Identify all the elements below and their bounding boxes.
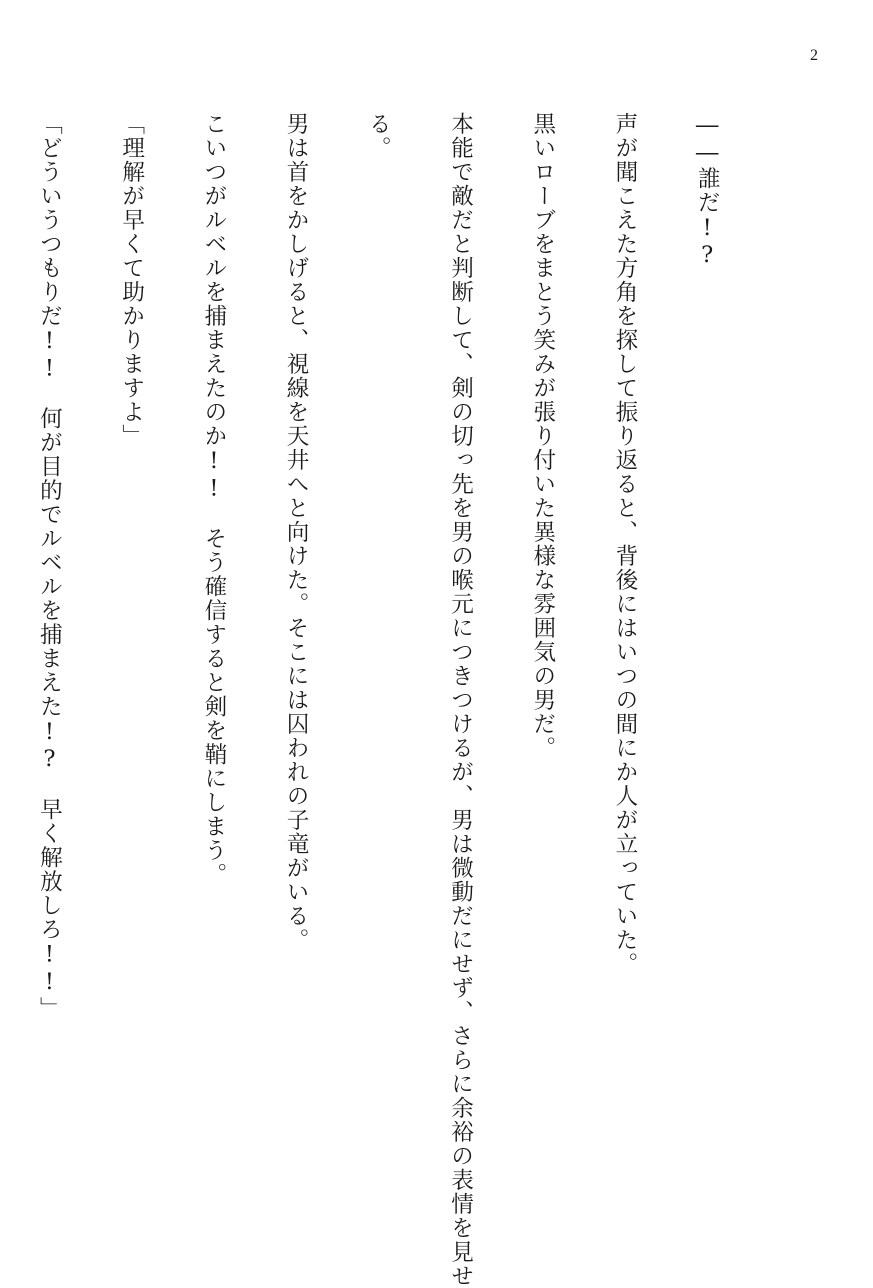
text-line: る。	[365, 112, 392, 160]
page-number: 2	[810, 47, 818, 64]
text-line: 「理解が早くて助かりますよ」	[118, 112, 145, 448]
text-line: こいつがルベルを捕まえたのか!! そう確信すると剣を鞘にしまう。	[200, 112, 227, 887]
text-line: 声が聞こえた方角を探して振り返ると、背後にはいつの間にか人が立っていた。	[611, 112, 638, 976]
text-line: ――誰だ!?	[694, 112, 721, 270]
text-line: 男は首をかしげると、視線を天井へと向けた。そこには囚われの子竜がいる。	[283, 112, 310, 952]
text-line: 黒いローブをまとう笑みが張り付いた異様な雰囲気の男だ。	[529, 112, 556, 760]
text-line: 本能で敵だと判断して、剣の切っ先を男の喉元につきつけるが、男は微動だにせず、さらに余裕の表情を見せ	[447, 112, 474, 1288]
novel-text-column	[36, 112, 775, 1288]
text-line: 「どういうつもりだ!! 何が目的でルベルを捕まえた!? 早く解放しろ!!」	[36, 112, 63, 1021]
